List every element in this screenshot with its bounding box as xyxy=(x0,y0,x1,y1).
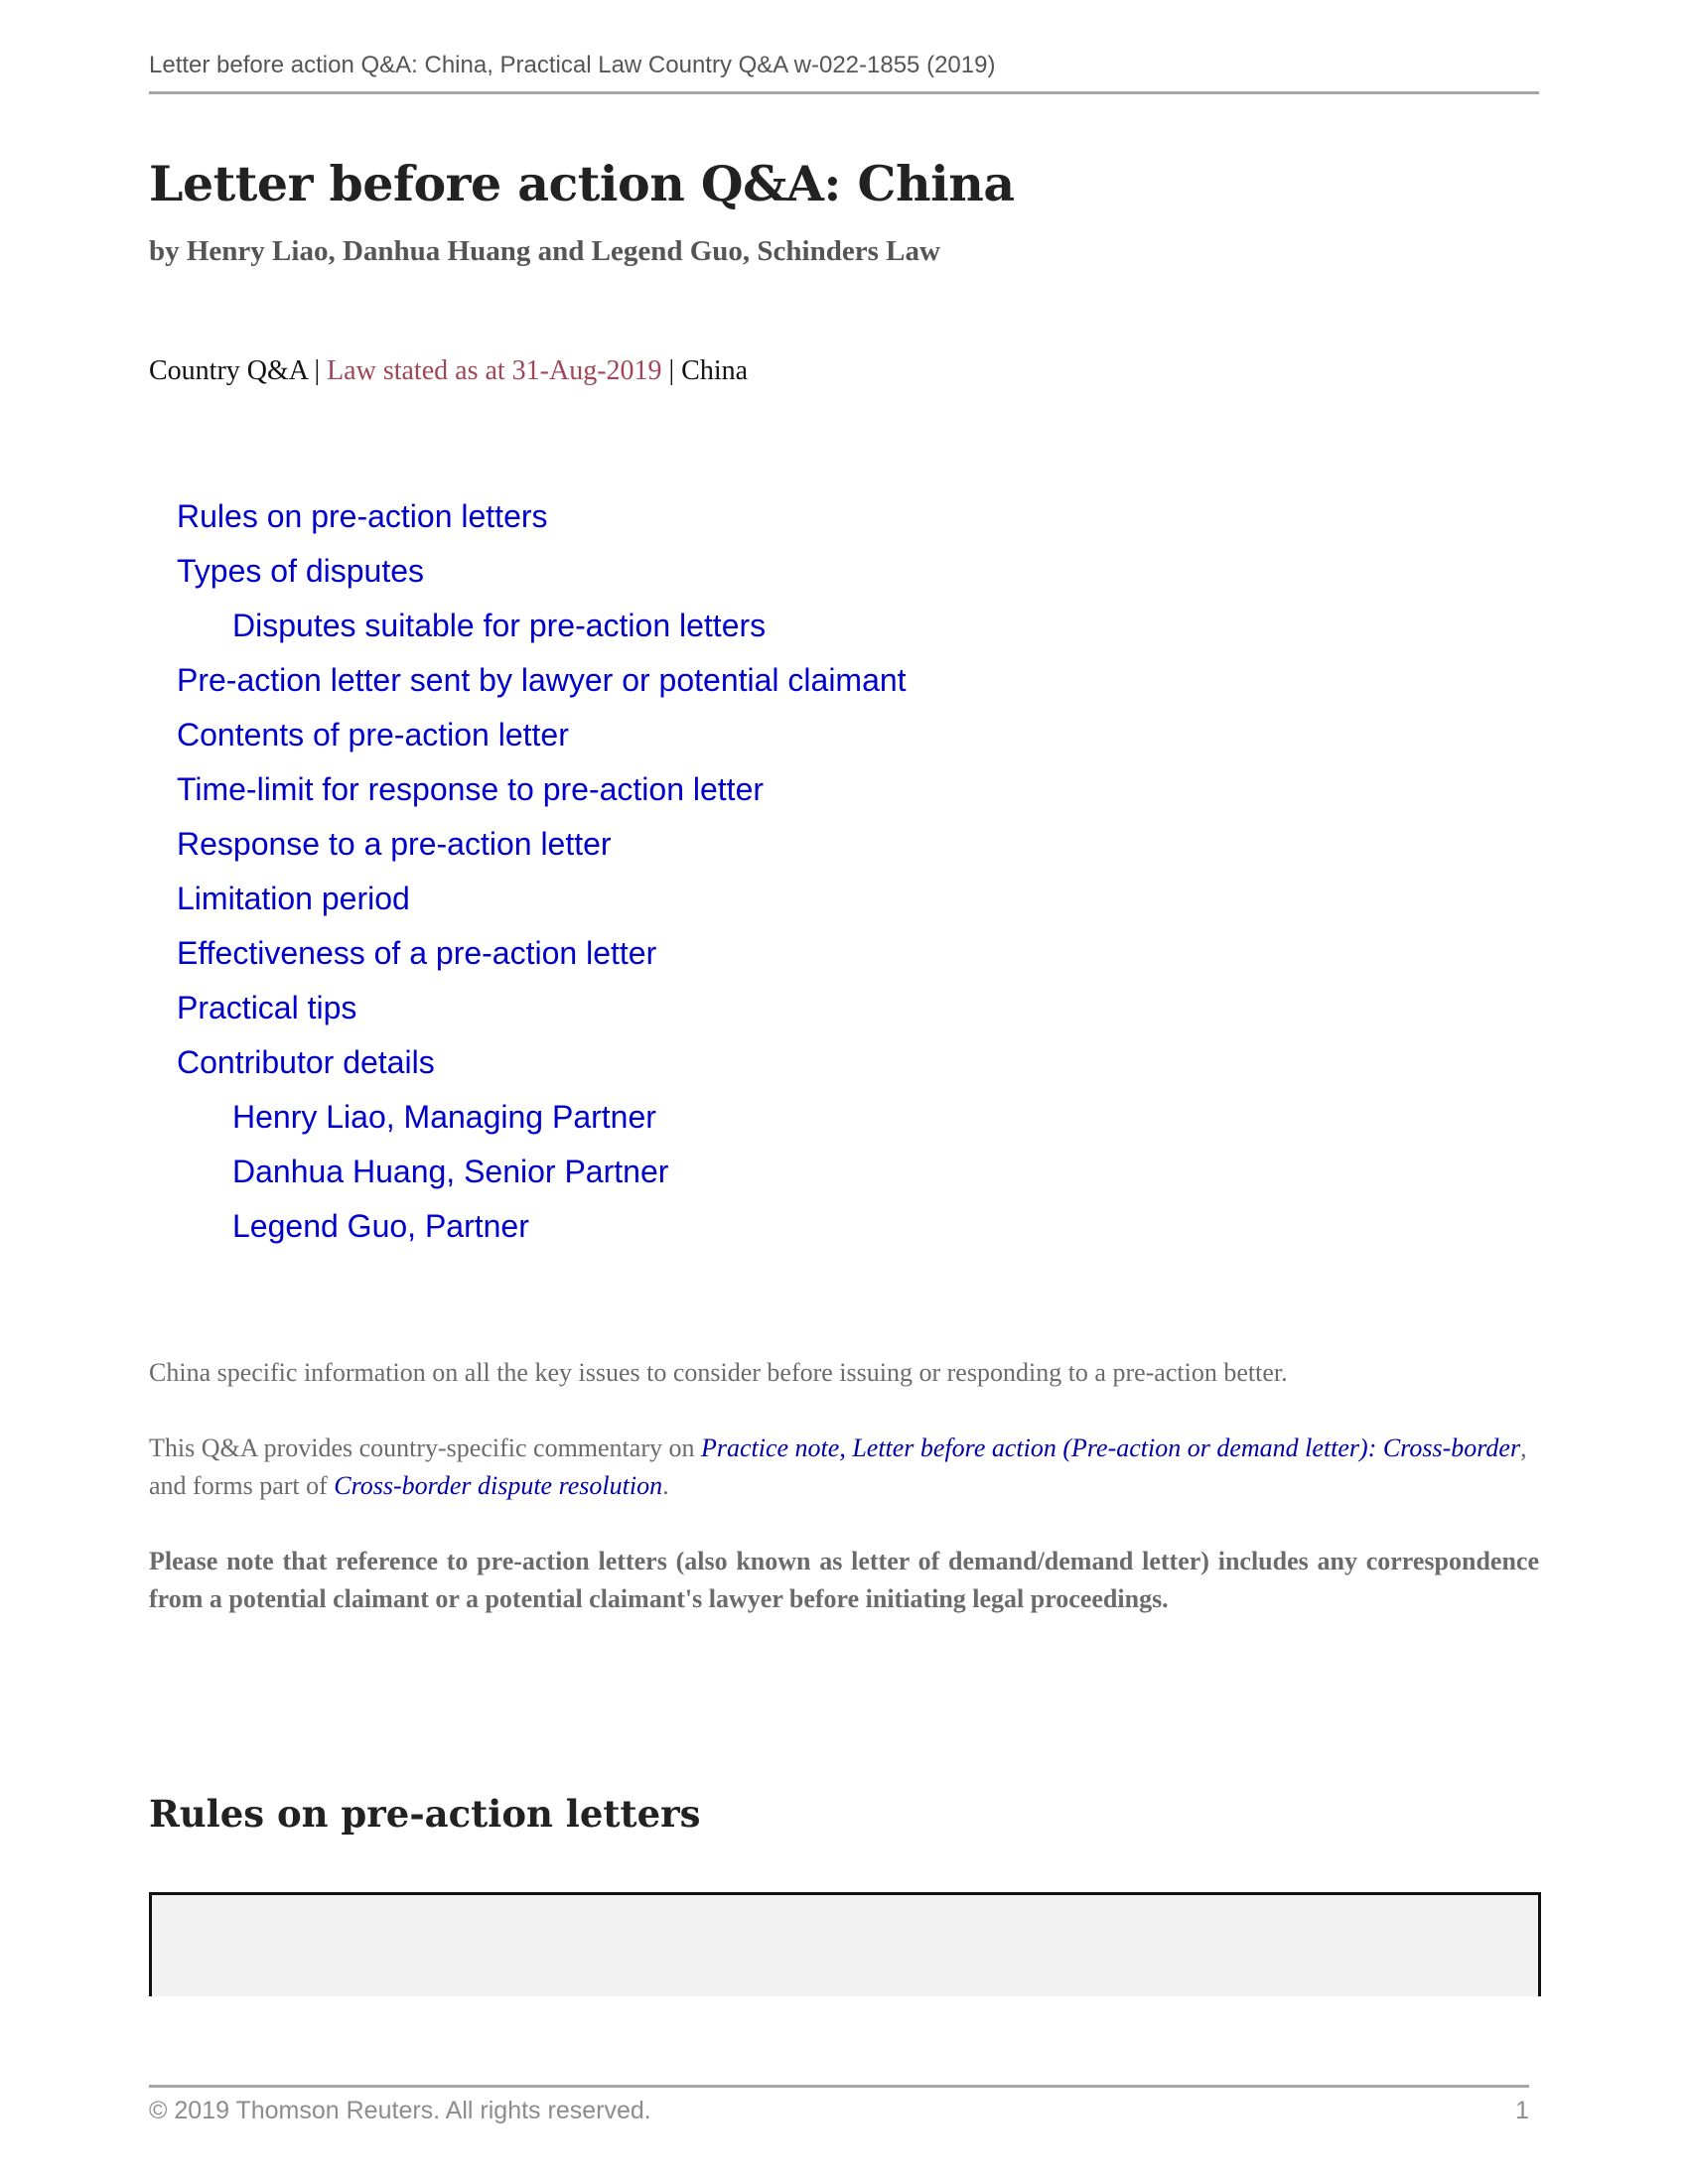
toc-link[interactable]: Henry Liao, Managing Partner xyxy=(232,1099,656,1135)
commentary-middle: , and forms part of xyxy=(149,1433,1527,1500)
toc-link[interactable]: Rules on pre-action letters xyxy=(177,498,548,534)
toc-link[interactable]: Disputes suitable for pre-action letters xyxy=(232,608,767,643)
content-box xyxy=(149,1892,1541,1996)
toc-link[interactable]: Contributor details xyxy=(177,1044,435,1080)
cross-border-dispute-link[interactable]: Cross-border dispute resolution xyxy=(334,1471,663,1500)
toc-link[interactable]: Practical tips xyxy=(177,990,357,1025)
header-divider xyxy=(149,91,1539,94)
toc-link[interactable]: Limitation period xyxy=(177,881,410,916)
meta-separator: | xyxy=(661,355,682,386)
toc-link[interactable]: Pre-action letter sent by lawyer or potential claimant xyxy=(177,662,907,698)
toc-link[interactable]: Time-limit for response to pre-action letter xyxy=(177,771,765,807)
page-number: 1 xyxy=(1515,2097,1529,2124)
commentary-prefix: This Q&A provides country-specific commentary on xyxy=(149,1433,701,1462)
commentary-suffix: . xyxy=(662,1471,669,1500)
footer-divider xyxy=(149,2085,1529,2088)
scope-note-paragraph: Please note that reference to pre-action letters (also known as letter of demand/demand letter) includes any correspondence from a potential claimant or a potential claimant's lawyer before initiating legal proceedings. xyxy=(149,1547,1539,1613)
running-header: Letter before action Q&A: China, Practical Law Country Q&A w-022-1855 (2019) xyxy=(149,52,996,78)
toc-link[interactable]: Danhua Huang, Senior Partner xyxy=(232,1154,669,1189)
summary-paragraph: China specific information on all the key issues to consider before issuing or responding to a pre-action better. xyxy=(149,1358,1288,1387)
commentary-paragraph xyxy=(149,1430,1539,1505)
toc-link[interactable]: Types of disputes xyxy=(177,553,425,589)
meta-separator: | xyxy=(307,355,328,386)
jurisdiction: China xyxy=(681,355,749,386)
toc-link[interactable]: Legend Guo, Partner xyxy=(232,1208,529,1244)
table-of-contents xyxy=(177,495,907,1260)
toc-link[interactable]: Response to a pre-action letter xyxy=(177,826,612,862)
footer-copyright: © 2019 Thomson Reuters. All rights reserved. xyxy=(149,2097,651,2124)
practice-note-link[interactable]: Practice note, Letter before action (Pre-action or demand letter): Cross-border xyxy=(700,1433,1521,1462)
author-byline: by Henry Liao, Danhua Huang and Legend Guo, Schinders Law xyxy=(149,235,940,267)
toc-link[interactable]: Effectiveness of a pre-action letter xyxy=(177,935,657,971)
document-meta xyxy=(149,355,748,387)
toc-link[interactable]: Contents of pre-action letter xyxy=(177,717,569,752)
section-heading: Rules on pre-action letters xyxy=(149,1792,701,1836)
document-title: Letter before action Q&A: China xyxy=(149,155,1015,212)
law-stated-date: Law stated as at 31-Aug-2019 xyxy=(327,355,662,386)
resource-type: Country Q&A xyxy=(149,355,308,386)
